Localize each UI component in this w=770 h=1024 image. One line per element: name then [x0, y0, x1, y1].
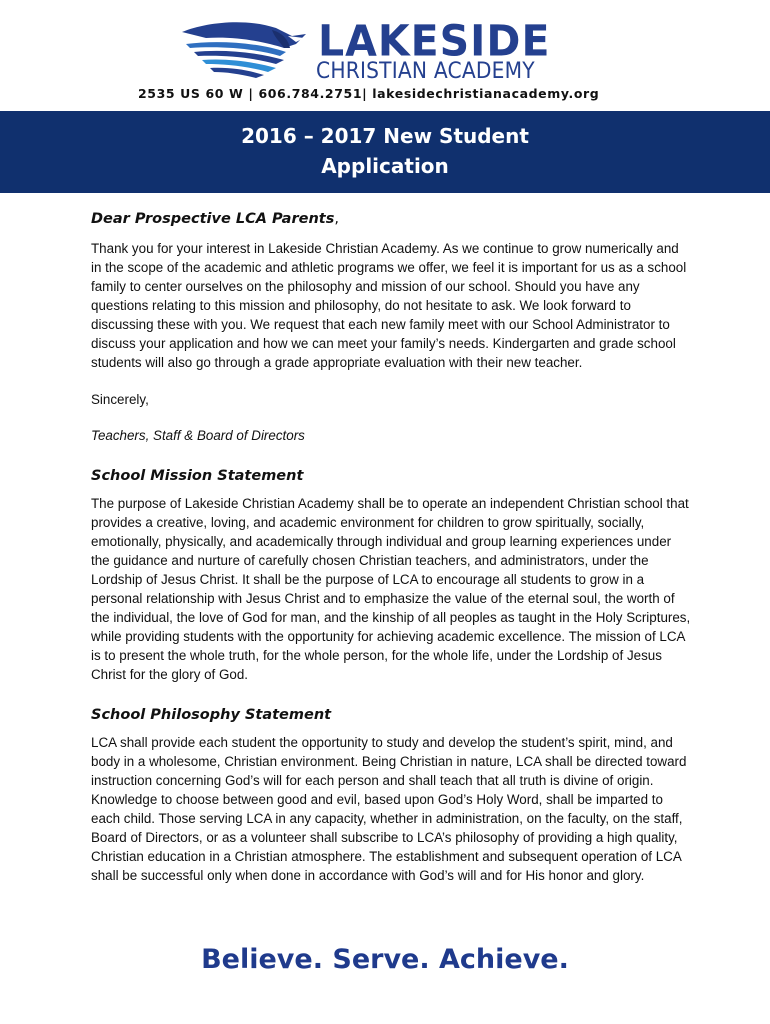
school-logo [0, 0, 770, 110]
banner-title-line1: 2016 – 2017 New Student [241, 124, 529, 148]
mission-section [91, 467, 691, 684]
footer-tagline: Believe. Serve. Achieve. [201, 944, 569, 975]
philosophy-body: LCA shall provide each student the opportunity to study and develop the student’s spirit, mind, and body in a wholesome, Christian environment. Being Christian in nature, LCA shall be directed toward instruction concerning God’s will for each person and shall teach that all truth is divine of origin. Knowledge to choose between good and evil, based upon God’s Holy Word, shall be imparted to each child. Those serving LCA in any capacity, whether in administration, on the faculty, on the staff, Board of Directors, or as a volunteer shall subscribe to LCA’s philosophy of providing a high quality, Christian education in a Christian atmosphere. The establishment and subsequent operation of LCA shall be successful only when done in accordance with God’s will and for His honor and glory. [91, 735, 687, 883]
title-banner [0, 111, 770, 193]
school-subtitle: CHRISTIAN ACADEMY [316, 59, 535, 84]
philosophy-section [91, 706, 691, 885]
banner-title-line2: Application [321, 154, 449, 178]
mission-title: School Mission Statement [91, 468, 304, 484]
letter-greeting [91, 210, 691, 229]
letter-body: Thank you for your interest in Lakeside Christian Academy. As we continue to grow numerically and in the scope of the academic and athletic programs we offer, we feel it is important for us as a school family to center ourselves on the philosophy and mission of our school. Should you have any questions relating to this mission and philosophy, do not hesitate to ask. We look forward to discussing these with you. We request that each new family meet with our School Administrator to discuss your application and how we can meet your family’s needs. Kindergarten and grade school students will also go through a grade appropriate evaluation with their new teacher. [91, 241, 687, 370]
eagle-logo-icon [176, 18, 316, 84]
document-body [91, 210, 691, 907]
school-name: LAKESIDE [318, 15, 551, 67]
mission-body: The purpose of Lakeside Christian Academy shall be to operate an independent Christian school that provides a creative, loving, and academic environment for children to grow spiritually, socially, emotionally, physically, and academically through individual and group learning experiences under the guidance and nurture of carefully chosen Christian teachers, and administrators, under the Lordship of Jesus Christ. It shall be the purpose of LCA to encourage all students to grow in a personal relationship with Jesus Christ and to emphasize the value of the eternal soul, the worth of the individual, the love of God for man, and the kinship of all peoples as taught in the Holy Scriptures, while providing students with the opportunity for achieving academic excellence. The mission of LCA is to present the whole truth, for the whole person, for the whole life, under the Lordship of Jesus Christ for the glory of God. [91, 496, 691, 682]
letter-signature: Teachers, Staff & Board of Directors [91, 428, 305, 443]
philosophy-title: School Philosophy Statement [91, 707, 332, 723]
letter-closing: Sincerely, [91, 392, 149, 407]
contact-address: 2535 US 60 W | 606.784.2751| lakesidechristianacademy.org [138, 86, 600, 101]
greeting-text: Dear Prospective LCA Parents [91, 211, 335, 227]
greeting-punct: , [334, 211, 339, 227]
